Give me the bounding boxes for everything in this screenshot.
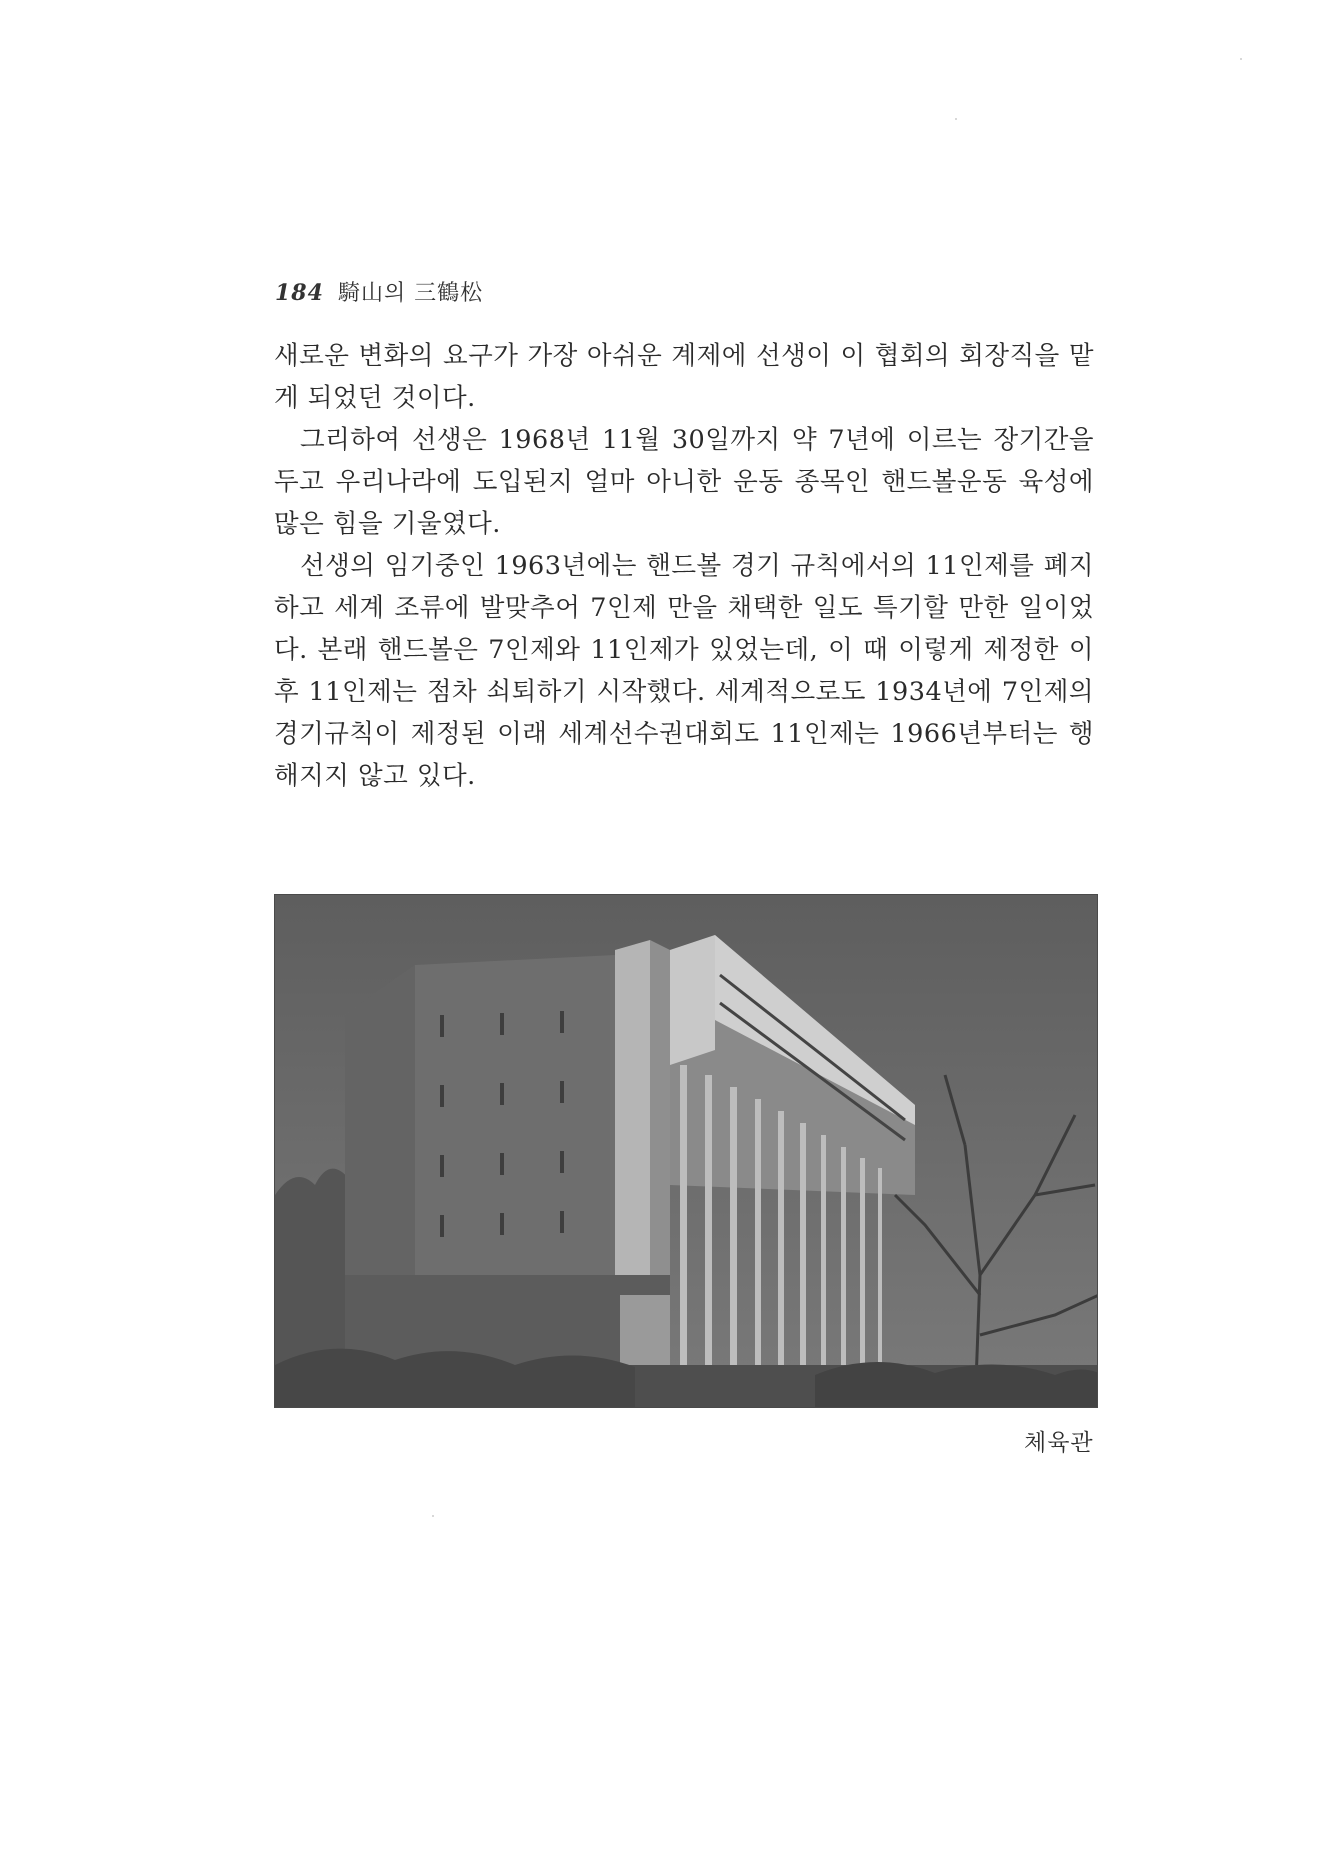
scan-speck [432,1515,434,1517]
paragraph-3: 선생의 임기중인 1963년에는 핸드볼 경기 규칙에서의 11인제를 폐지하고 세계 조류에 발맞추어 7인제 만을 채택한 일도 특기할 만한 일이었다. 본래 핸드볼은 7인제와 11인제가 있었는데, 이 때 이렇게 제정한 이후 11인제는 점차 쇠퇴하기 시작했다. 세계적으로도 1934년에 7인제의 경기규칙이 제정된 이래 세계선수권대회도 11인제는 1966년부터는 행해지지 않고 있다. [274,551,1094,791]
gymnasium-illustration [275,895,1098,1408]
page-number: 184 [275,280,324,306]
gymnasium-photo [274,894,1098,1408]
scan-speck [955,118,957,120]
photo-caption: 체육관 [1024,1430,1094,1456]
scan-speck [1240,58,1242,60]
book-title: 騎山의 三鶴松 [337,281,484,306]
paragraph-1: 새로운 변화의 요구가 가장 아쉬운 계제에 선생이 이 협회의 회장직을 맡게 되었던 것이다. [274,341,1094,413]
paragraph-2: 그리하여 선생은 1968년 11월 30일까지 약 7년에 이르는 장기간을 두고 우리나라에 도입된지 얼마 아니한 운동 종목인 핸드볼운동 육성에 많은 힘을 기울였다. [274,425,1094,539]
body-text [274,335,1094,797]
running-head [275,276,483,307]
